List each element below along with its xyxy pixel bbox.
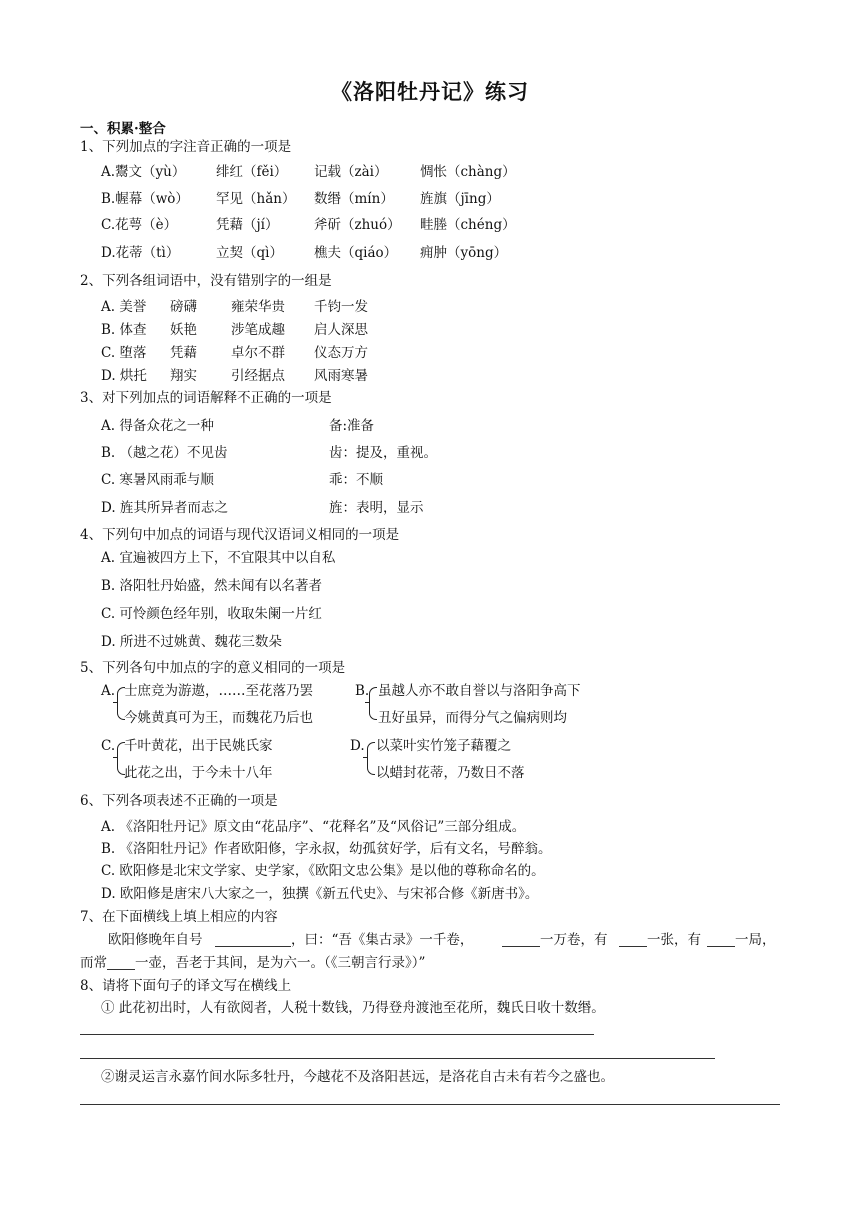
q4-option-c: C. 可怜颜色经年别，收取朱阑一片红	[101, 606, 322, 622]
q4-option-b: B. 洛阳牡丹始盛，然未闻有以名著者	[101, 578, 323, 594]
q7-blank-2[interactable]	[502, 946, 540, 947]
q1-a-4: 惆怅（chàng）	[420, 164, 516, 180]
q5-d-brace-tip	[363, 757, 367, 758]
q5-stem: 5、下列各句中加点的字的意义相同的一项是	[80, 660, 346, 676]
q7-text-6: 而常	[80, 955, 107, 971]
q3-a-gloss: 备:准备	[329, 418, 375, 434]
q2-d-1: D. 烘托	[101, 368, 147, 384]
q2-b-4: 启人深思	[314, 322, 368, 338]
q1-c-4: 畦塍（chéng）	[420, 217, 516, 233]
q7-stem: 7、在下面横线上填上相应的内容	[80, 909, 278, 925]
q1-b-2: 罕见（hǎn）	[216, 191, 296, 207]
q5-d-line1: 以菜叶实竹笼子藉覆之	[376, 738, 511, 754]
q5-c-line2: 此花之出，于今未十八年	[124, 765, 273, 781]
q1-a-2: 绯红（fěi）	[216, 164, 288, 180]
q2-b-3: 涉笔成趣	[231, 322, 285, 338]
q6-option-d: D. 欧阳修是唐宋八大家之一，独撰《新五代史》、与宋祁合修《新唐书》。	[101, 886, 539, 902]
q2-d-4: 风雨寒暑	[314, 368, 368, 384]
q7-blank-3[interactable]	[619, 946, 647, 947]
q3-b-text: B. （越之花）不见齿	[101, 445, 228, 461]
section-heading: 一、积累·整合	[80, 121, 166, 137]
q5-a-label: A.	[101, 683, 116, 699]
q5-b-brace	[369, 687, 377, 720]
q5-b-line1: 虽越人亦不敢自誉以与洛阳争高下	[378, 683, 581, 699]
q1-d-2: 立契（qì）	[216, 245, 283, 261]
q5-a-line2: 今姚黄真可为王，而魏花乃后也	[124, 710, 313, 726]
q7-text-3: 一万卷，有	[540, 932, 608, 948]
q1-c-3: 斧斫（zhuó）	[314, 217, 401, 233]
q3-d-text: D. 旌其所异者而志之	[101, 500, 228, 516]
q5-c-brace-tip	[113, 757, 117, 758]
q1-d-1: D.花蒂（tì）	[101, 245, 180, 261]
q2-stem: 2、下列各组词语中，没有错别字的一组是	[80, 273, 332, 289]
q7-text-1: 欧阳修晚年自号	[108, 932, 203, 948]
q8-sentence-2: ②谢灵运言永嘉竹间水际多牡丹，今越花不及洛阳甚远，是洛花自古未有若今之盛也。	[101, 1069, 614, 1085]
q7-blank-5[interactable]	[107, 969, 135, 970]
q7-text-5: 一局，	[735, 932, 776, 948]
q5-a-brace-tip	[113, 702, 117, 703]
q8-answer-line-1[interactable]	[80, 1034, 594, 1035]
q8-answer-line-2[interactable]	[80, 1058, 715, 1059]
q1-c-1: C.花萼（è）	[101, 217, 178, 233]
q6-option-c: C. 欧阳修是北宋文学家、史学家，《欧阳文忠公集》是以他的尊称命名的。	[101, 863, 545, 879]
q8-stem: 8、请将下面句子的译文写在横线上	[80, 978, 292, 994]
q3-a-text: A. 得备众花之一种	[101, 418, 214, 434]
q7-text-2: ，曰：“吾《集古录》一千卷，	[291, 932, 474, 948]
q1-a-3: 记载（zài）	[314, 164, 388, 180]
q1-stem: 1、下列加点的字注音正确的一项是	[80, 139, 292, 155]
q7-text-4: 一张，有	[647, 932, 701, 948]
q2-d-3: 引经据点	[231, 368, 285, 384]
q3-stem: 3、对下列加点的词语解释不正确的一项是	[80, 390, 332, 406]
q2-c-2: 凭藉	[170, 345, 197, 361]
q8-sentence-1: ① 此花初出时，人有欲阅者，人税十数钱，乃得登舟渡池至花所，魏氏日收十数缗。	[101, 1000, 605, 1016]
q1-b-3: 数缗（mín）	[314, 191, 394, 207]
q2-c-3: 卓尔不群	[231, 345, 285, 361]
q3-c-text: C. 寒暑风雨乖与顺	[101, 472, 214, 488]
q1-d-4: 痈肿（yōng）	[420, 245, 508, 261]
q3-b-gloss: 齿：提及，重视。	[329, 445, 437, 461]
q5-a-line1: 士庶竞为游遨，……至花落乃罢	[124, 683, 313, 699]
q4-stem: 4、下列句中加点的词语与现代汉语词义相同的一项是	[80, 527, 400, 543]
q5-c-line1: 千叶黄花，出于民姚氏家	[124, 738, 273, 754]
q6-option-a: A. 《洛阳牡丹记》原文由“花品序”、“花释名”及“风俗记”三部分组成。	[101, 819, 526, 835]
q2-c-1: C. 堕落	[101, 345, 147, 361]
q1-c-2: 凭藉（jí）	[216, 217, 279, 233]
q2-b-1: B. 体查	[101, 322, 147, 338]
q5-d-brace	[367, 742, 375, 775]
q1-b-4: 旌旗（jīng）	[420, 191, 500, 207]
q2-a-4: 千钧一发	[314, 299, 368, 315]
q2-c-4: 仪态万方	[314, 345, 368, 361]
q4-option-a: A. 宜遍被四方上下，不宜限其中以自私	[101, 550, 336, 566]
q6-stem: 6、下列各项表述不正确的一项是	[80, 793, 278, 809]
q1-a-1: A.鬻文（yù）	[101, 164, 186, 180]
q6-option-b: B. 《洛阳牡丹记》作者欧阳修，字永叔，幼孤贫好学，后有文名，号醉翁。	[101, 841, 552, 857]
q5-b-brace-tip	[365, 702, 369, 703]
q8-answer-line-3[interactable]	[80, 1104, 780, 1105]
q7-text-7: 一壶，吾老于其间，是为六一。（《三朝言行录》）”	[135, 955, 426, 971]
q3-c-gloss: 乖：不顺	[329, 472, 383, 488]
q5-d-line2: 以蜡封花蒂，乃数日不落	[376, 765, 525, 781]
q2-a-3: 雍荣华贵	[231, 299, 285, 315]
q2-a-1: A. 美誉	[101, 299, 147, 315]
q2-a-2: 磅礴	[170, 299, 197, 315]
q2-b-2: 妖艳	[170, 322, 197, 338]
q7-blank-4[interactable]	[707, 946, 735, 947]
q5-d-label: D.	[350, 738, 365, 754]
page-title: 《洛阳牡丹记》练习	[331, 79, 529, 104]
q5-b-line2: 丑好虽异，而得分气之偏病则均	[378, 710, 567, 726]
q2-d-2: 翔实	[170, 368, 197, 384]
q1-b-1: B.幄幕（wò）	[101, 191, 189, 207]
q5-c-label: C.	[101, 738, 116, 754]
q4-option-d: D. 所进不过姚黄、魏花三数朵	[101, 634, 282, 650]
q5-b-label: B.	[355, 683, 370, 699]
q7-blank-1[interactable]	[215, 946, 291, 947]
q3-d-gloss: 旌：表明，显示	[329, 500, 424, 516]
q1-d-3: 樵夫（qiáo）	[314, 245, 398, 261]
